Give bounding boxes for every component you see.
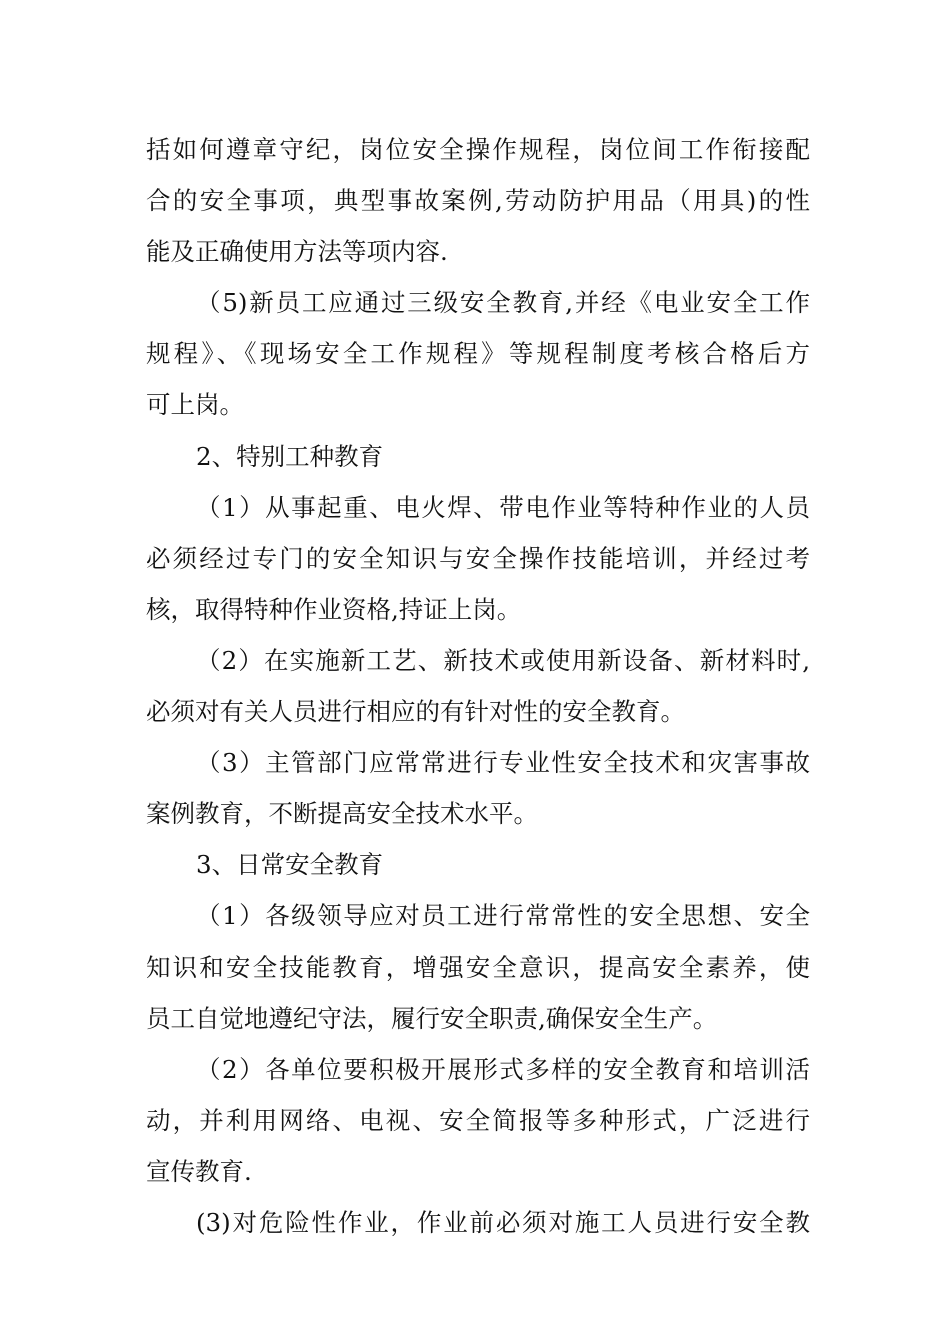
text-line: 规程》、《现场安全工作规程》等规程制度考核合格后方 <box>146 339 810 369</box>
text-line: 3、日常安全教育 <box>196 850 384 880</box>
text-line: (3)对危险性作业，作业前必须对施工人员进行安全教 <box>196 1207 810 1237</box>
text-line: （3）主管部门应常常进行专业性安全技术和灾害事故 <box>196 748 810 778</box>
text-line: 合的安全事项，典型事故案例,劳动防护用品（用具)的性 <box>146 186 810 216</box>
text-line: （5)新员工应通过三级安全教育,并经《电业安全工作 <box>196 288 810 318</box>
text-line: 必须经过专门的安全知识与安全操作技能培训，并经过考 <box>146 543 810 573</box>
text-line: （1）从事起重、电火焊、带电作业等特种作业的人员 <box>196 492 810 522</box>
text-line: 动，并利用网络、电视、安全简报等多种形式，广泛进行 <box>146 1105 810 1135</box>
text-line: 员工自觉地遵纪守法，履行安全职责,确保安全生产。 <box>146 1003 718 1033</box>
text-line: 知识和安全技能教育，增强安全意识，提高安全素养，使 <box>146 952 810 982</box>
text-line: 可上岗。 <box>146 390 244 420</box>
text-line: （2）各单位要积极开展形式多样的安全教育和培训活 <box>196 1054 810 1084</box>
text-line: 2、特别工种教育 <box>196 441 384 471</box>
text-line: 括如何遵章守纪，岗位安全操作规程，岗位间工作衔接配 <box>146 135 810 164</box>
text-line: （1）各级领导应对员工进行常常性的安全思想、安全 <box>196 901 810 931</box>
text-line: 必须对有关人员进行相应的有针对性的安全教育。 <box>146 697 685 727</box>
text-line: 能及正确使用方法等项内容. <box>146 237 448 267</box>
text-line: （2）在实施新工艺、新技术或使用新设备、新材料时, <box>196 645 810 675</box>
text-line: 宣传教育. <box>146 1156 252 1186</box>
text-line: 案例教育，不断提高安全技术水平。 <box>146 799 538 829</box>
document-body <box>146 124 810 1248</box>
text-line: 核，取得特种作业资格,持证上岗。 <box>146 594 522 624</box>
